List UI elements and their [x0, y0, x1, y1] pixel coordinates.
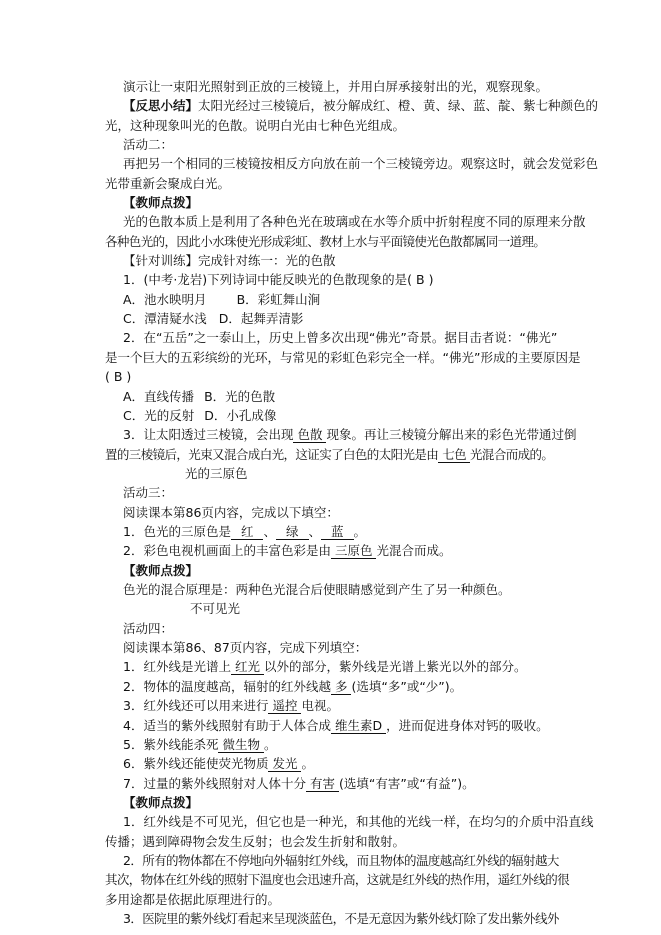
fill-in-answer: 多: [331, 679, 352, 695]
text-line: 传播；遇到障碍物会发生反射；也会发生折射和散射。: [105, 834, 406, 849]
option-c: C．光的反射: [123, 408, 195, 423]
question-line: [123, 775, 475, 793]
text-span: 光混合而成。: [376, 543, 452, 558]
answer-line: ( B ): [105, 369, 132, 384]
fill-in-answer: 发光: [268, 756, 301, 772]
text-span: (选填“多”或“少”)。: [351, 679, 463, 694]
question-line: [123, 755, 314, 773]
text-span: 5．紫外线能杀死: [123, 737, 219, 752]
option-a: A．池水映明月: [123, 292, 207, 307]
option-row: [123, 310, 303, 328]
text-span: 2．物体的温度越高，辐射的红外线越: [123, 679, 331, 694]
text-line: 1．红外线是不可见光，但它也是一种光，和其他的光线一样，在均匀的介质中沿直线: [123, 814, 594, 829]
section-label: 【反思小结】: [123, 98, 199, 113]
text-line: 光，这种现象叫光的色散。说明白光由七种色光组成。: [105, 118, 406, 133]
option-d: D．起舞弄清影: [218, 311, 304, 326]
option-a: A．直线传播: [123, 389, 195, 404]
question-line: [123, 678, 462, 696]
text-line: 再把另一个相同的三棱镜按相反方向放在前一个三棱镜旁边。观察这时，就会发觉彩色: [123, 156, 599, 171]
section-label: 【针对训练】完成针对练一：光的色散: [123, 253, 336, 268]
text-line: [123, 97, 598, 115]
fill-in-answer: 有害: [306, 776, 339, 792]
text-span: 现象。再让三棱镜分解出来的彩色光带通过倒: [326, 427, 577, 442]
text-span: 2．彩色电视机画面上的丰富色彩是由: [123, 543, 331, 558]
question-line: 2．在“五岳”之一泰山上，历史上曾多次出现“佛光”奇景。据目击者说：“佛光”: [123, 330, 558, 345]
fill-in-answer: 遥控: [268, 698, 301, 714]
text-span: 1．红外线是光谱上: [123, 659, 231, 674]
text-line: 阅读课本第86、87页内容，完成下列填空：: [123, 640, 368, 655]
text-span: 1．色光的三原色是: [123, 524, 231, 539]
text-span: 。: [353, 524, 367, 539]
section-title: 光的三原色: [185, 466, 248, 481]
section-label: 【教师点拨】: [123, 195, 199, 210]
text-line: 光的色散本质上是利用了各种色光在玻璃或在水等介质中折射程度不同的原理来分散: [123, 214, 586, 229]
question-line: [123, 426, 577, 444]
option-row: [123, 407, 276, 425]
text-line: 多用途都是依据此原理进行的。: [105, 892, 281, 907]
question-line: [123, 697, 339, 715]
text-span: (选填“有害”或“有益”)。: [338, 776, 475, 791]
option-b: B．彩虹舞山涧: [236, 292, 321, 307]
question-line: [123, 717, 549, 735]
text-span: ，进而促进身体对钙的吸收。: [386, 718, 549, 733]
option-row: [123, 388, 275, 406]
question-line: [123, 736, 277, 754]
option-b: B．光的色散: [204, 389, 276, 404]
fill-in-answer: 维生素D: [331, 718, 386, 734]
fill-in-answer: 绿: [276, 524, 309, 540]
text-span: 4．适当的紫外线照射有助于人体合成: [123, 718, 331, 733]
fill-in-answer: 微生物: [218, 737, 264, 753]
text-line: 演示让一束阳光照射到正放的三棱镜上，并用白屏承接射出的光，观察现象。: [123, 79, 549, 94]
text-span: 电视。: [301, 698, 339, 713]
fill-in-answer: 七色: [438, 447, 470, 463]
text-span: 3．红外线还可以用来进行: [123, 698, 269, 713]
text-span: 太阳光经过三棱镜后，被分解成红、橙、黄、绿、蓝、靛、紫七种颜色的: [198, 98, 599, 113]
text-span: 6．紫外线还能使荧光物质: [123, 756, 269, 771]
text-line: 是一个巨大的五彩缤纷的光环，与常见的彩虹色彩完全一样。“佛光”形成的主要原因是: [105, 350, 581, 365]
text-line: [105, 446, 553, 464]
text-line: 光带重新会聚成白光。: [105, 176, 231, 191]
fill-in-answer: 色散: [293, 427, 326, 443]
question-line: 1．(中考·龙岩)下列诗词中能反映光的色散现象的是( B ): [123, 272, 434, 287]
text-span: 光混合而成的。: [470, 447, 554, 462]
question-line: [123, 658, 527, 676]
text-span: 、: [263, 524, 276, 539]
option-c: C．潭清疑水浅: [123, 311, 207, 326]
text-span: 置的三棱镜后，光束又混合成白光，这证实了白色的太阳光是由: [105, 447, 439, 462]
option-d: D．小孔成像: [204, 408, 277, 423]
text-line: 3．医院里的紫外线灯看起来呈现淡蓝色，不是无意因为紫外线灯除了发出紫外线外: [123, 911, 559, 926]
question-line: [123, 523, 366, 541]
text-line: 阅读课本第86页内容，完成以下填空：: [123, 505, 339, 520]
section-label: 【教师点拨】: [123, 795, 199, 810]
text-span: 。: [263, 737, 277, 752]
question-line: [123, 542, 452, 560]
section-label: 【教师点拨】: [123, 563, 199, 578]
activity-heading: 活动四：: [123, 621, 174, 636]
text-span: 。: [301, 756, 314, 771]
text-span: 、: [308, 524, 322, 539]
fill-in-answer: 红光: [231, 659, 264, 675]
activity-heading: 活动二：: [123, 137, 174, 152]
option-row: [123, 291, 320, 309]
text-line: 各种色光的，因此小水珠使光形成彩虹、教材上水与平面镜使光色散都属同一道理。: [105, 234, 546, 249]
fill-in-answer: 蓝: [321, 524, 354, 540]
text-line: 2．所有的物体都在不停地向外辐射红外线，而且物体的温度越高红外线的辐射越大: [123, 853, 559, 868]
fill-in-answer: 三原色: [331, 543, 377, 559]
text-span: 以外的部分，紫外线是光谱上紫光以外的部分。: [263, 659, 527, 674]
text-line: 其次，物体在红外线的照射下温度也会迅速升高，这就是红外线的热作用，遥红外线的很: [105, 872, 570, 887]
fill-in-answer: 红: [231, 524, 264, 540]
activity-heading: 活动三：: [123, 485, 174, 500]
section-title: 不可见光: [190, 601, 241, 616]
text-line: 色光的混合原理是：两种色光混合后使眼睛感觉到产生了另一种颜色。: [123, 582, 511, 597]
text-span: 3．让太阳透过三棱镜，会出现: [123, 427, 294, 442]
text-span: 7．过量的紫外线照射对人体十分: [123, 776, 306, 791]
